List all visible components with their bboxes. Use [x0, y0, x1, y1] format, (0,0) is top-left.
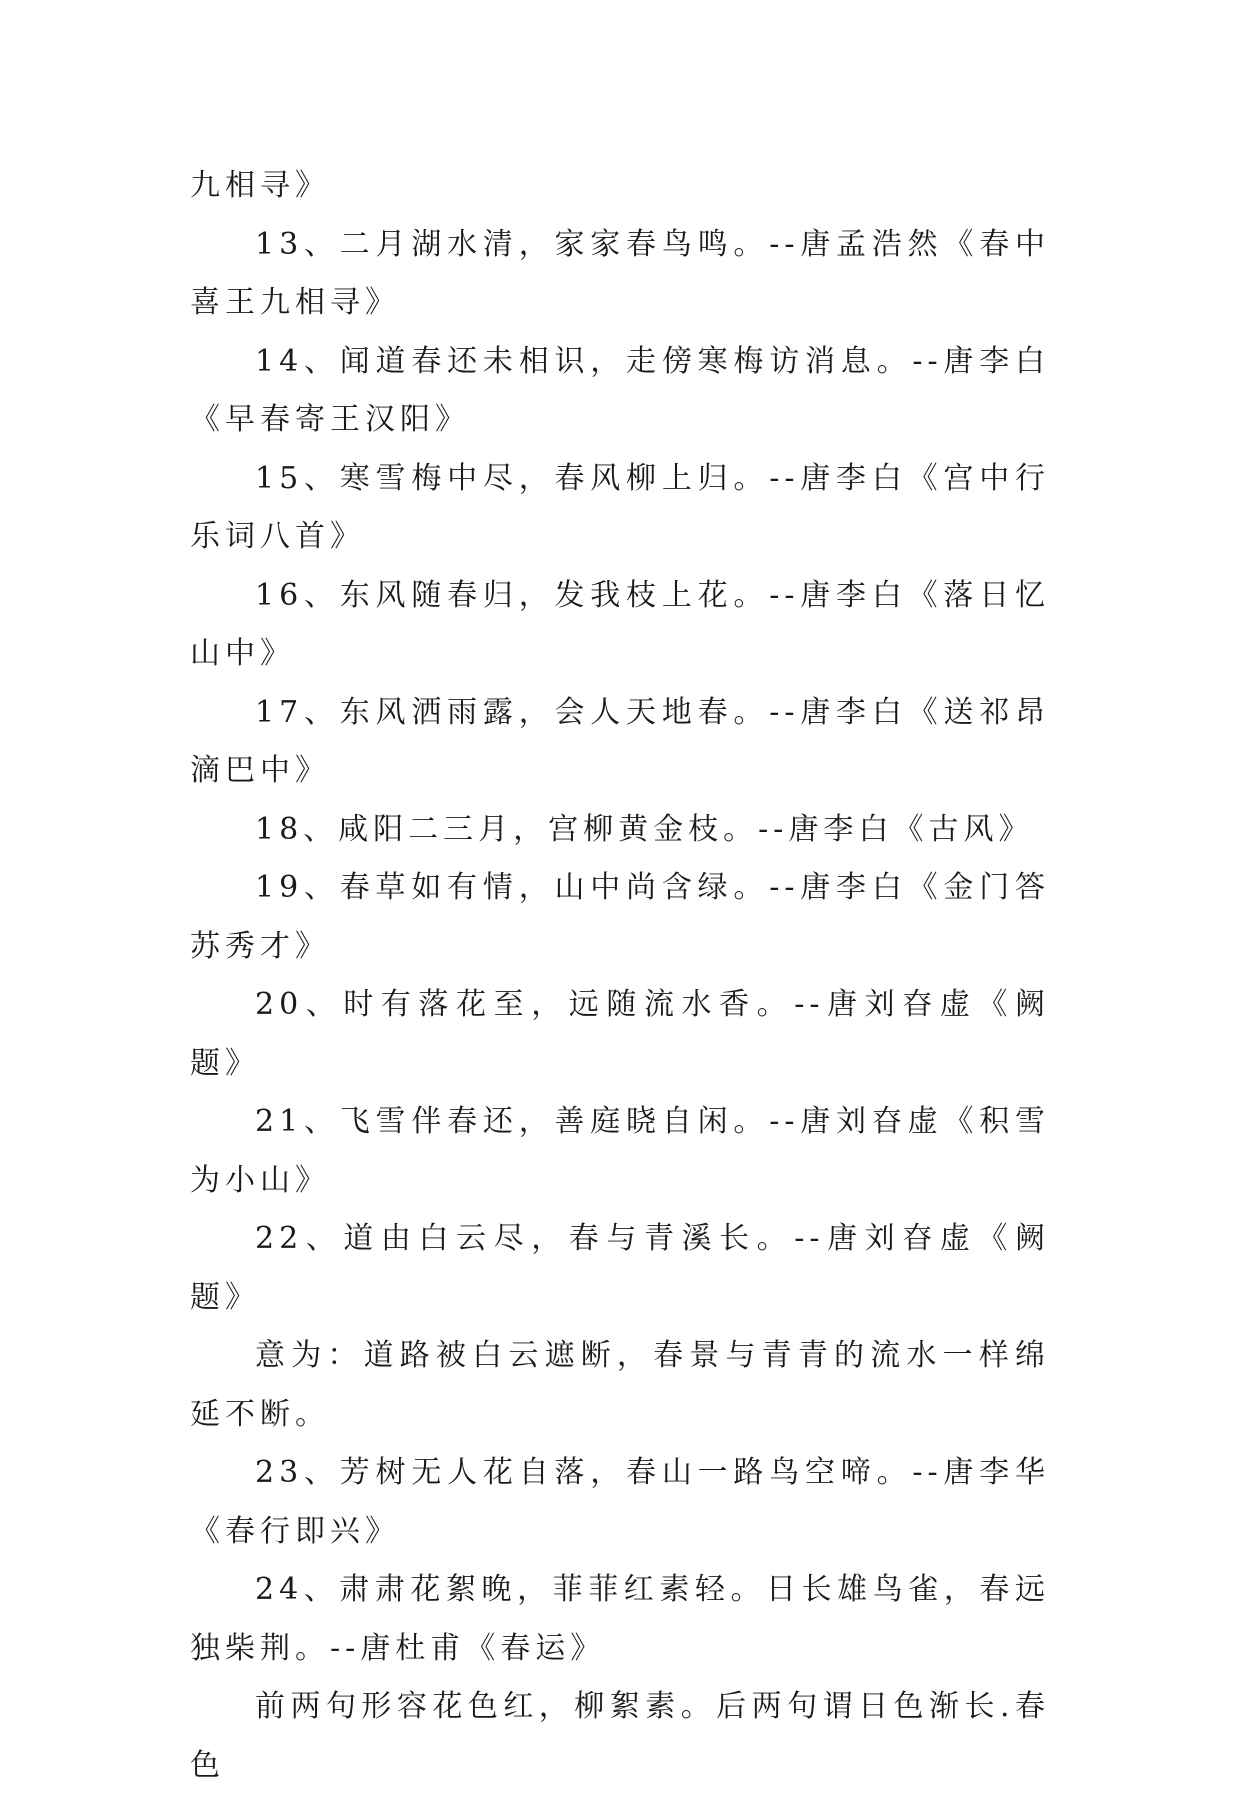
- poem-line-14: 14、闻道春还未相识，走傍寒梅访消息。--唐李白《早春寄王汉阳》: [190, 343, 1050, 437]
- poem-explanation-22: 意为：道路被白云遮断，春景与青青的流水一样绵延不断。: [190, 1338, 1050, 1432]
- poem-line-13: 13、二月湖水清，家家春鸟鸣。--唐孟浩然《春中喜王九相寻》: [190, 226, 1050, 320]
- poem-line-17: 17、东风洒雨露，会人天地春。--唐李白《送祁昂滴巴中》: [190, 694, 1050, 788]
- poem-line-19: 19、春草如有情，山中尚含绿。--唐李白《金门答苏秀才》: [190, 870, 1050, 964]
- poem-line-24: 24、肃肃花絮晚，菲菲红素轻。日长雄鸟雀，春远独柴荆。--唐杜甫《春运》: [190, 1572, 1050, 1666]
- document-body: [190, 157, 1050, 1795]
- poem-line-20: 20、时有落花至，远随流水香。--唐刘昚虚《阙题》: [190, 987, 1050, 1081]
- paragraph-continuation: 九相寻》: [190, 168, 330, 203]
- poem-line-16: 16、东风随春归，发我枝上花。--唐李白《落日忆山中》: [190, 577, 1050, 671]
- poem-line-21: 21、飞雪伴春还，善庭晓自闲。--唐刘昚虚《积雪为小山》: [190, 1104, 1050, 1198]
- poem-line-15: 15、寒雪梅中尽，春风柳上归。--唐李白《宫中行乐词八首》: [190, 460, 1050, 554]
- poem-explanation-24: 前两句形容花色红，柳絮素。后两句谓日色渐长.春色: [190, 1689, 1050, 1783]
- poem-line-22: 22、道由白云尽，春与青溪长。--唐刘昚虚《阙题》: [190, 1221, 1050, 1315]
- poem-line-23: 23、芳树无人花自落，春山一路鸟空啼。--唐李华《春行即兴》: [190, 1455, 1050, 1549]
- poem-line-18: 18、咸阳二三月，宫柳黄金枝。--唐李白《古风》: [255, 811, 1034, 847]
